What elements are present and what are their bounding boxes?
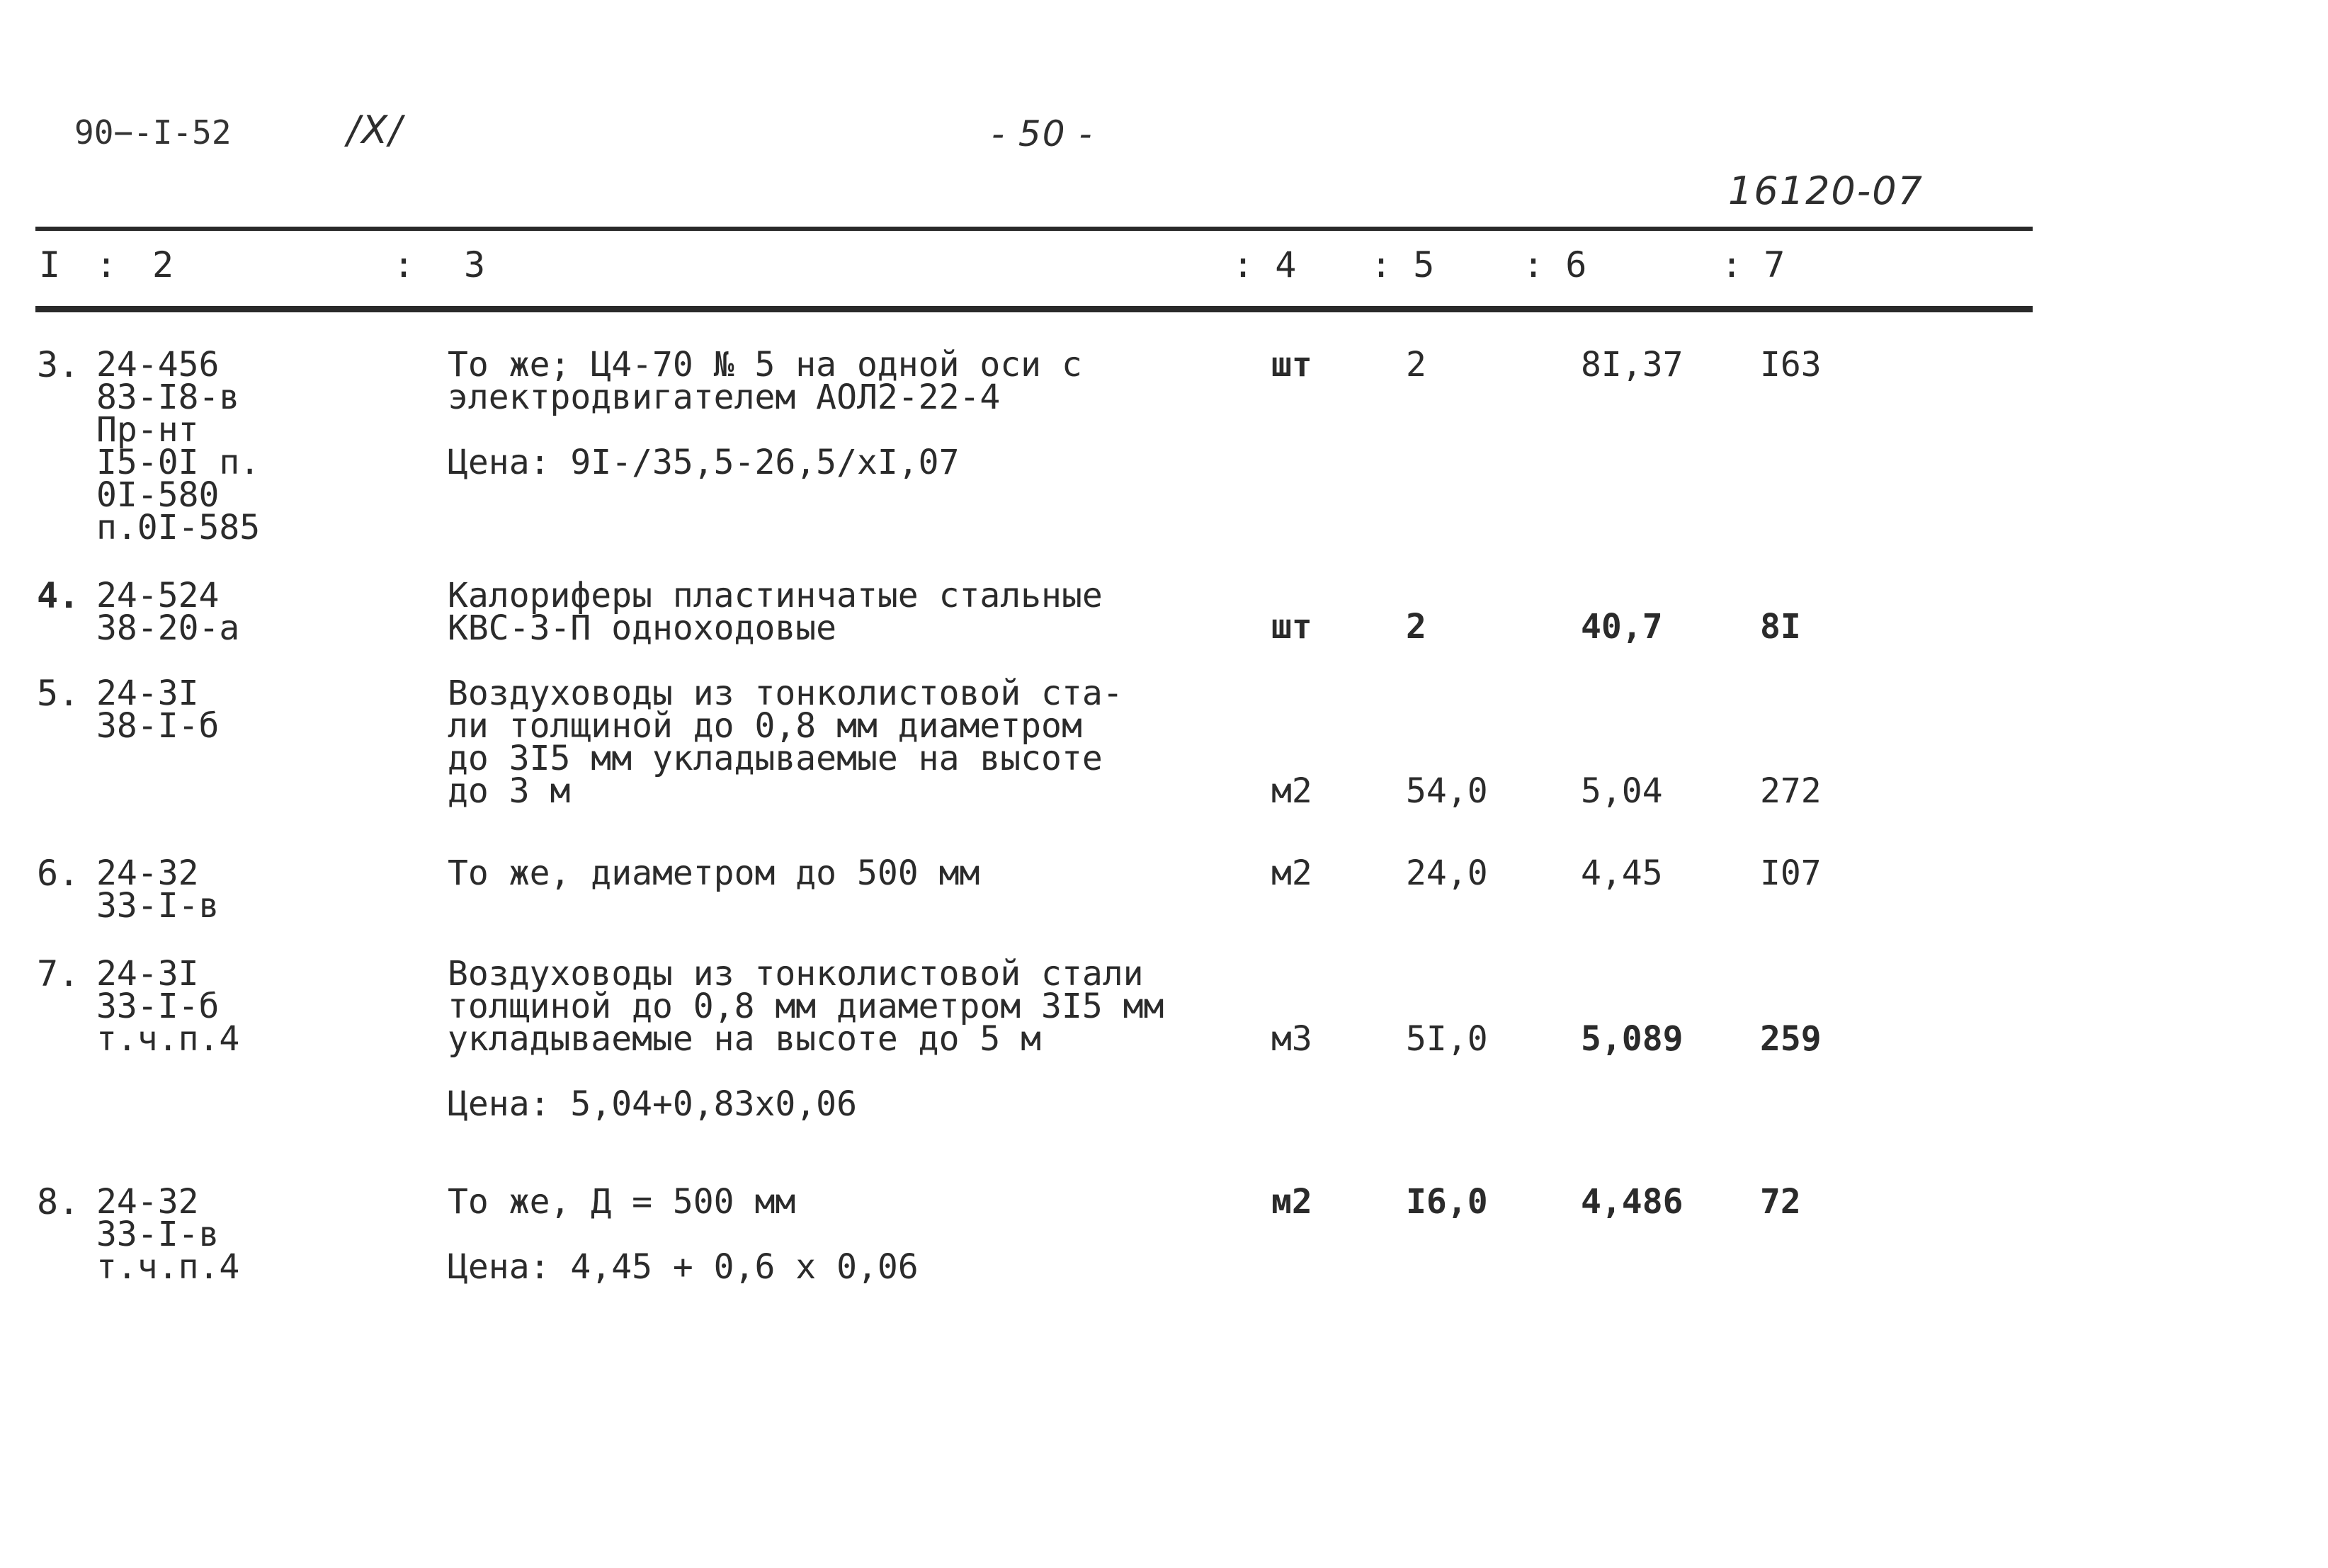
unit-price: 5,04	[1581, 771, 1663, 811]
description-line: ли толщиной до 0,8 мм диаметром	[448, 706, 1082, 746]
row-codes	[96, 853, 220, 926]
quantity: 24,0	[1406, 853, 1488, 893]
quantity: 54,0	[1406, 771, 1488, 811]
description-line: до 3 м	[448, 771, 571, 811]
unit: м2	[1271, 771, 1312, 811]
code-line: 24-524	[96, 576, 220, 615]
code-line: т.ч.п.4	[96, 1019, 240, 1059]
price-note: Цена: 9I-/35,5-26,5/хI,07	[448, 443, 960, 482]
description-line: Воздуховоды из тонколистовой ста-	[448, 674, 1123, 713]
row-number: 3.	[37, 344, 80, 385]
code-line: т.ч.п.4	[96, 1247, 240, 1287]
code-line: 38-I-б	[96, 706, 220, 746]
code-line: 24-3I	[96, 954, 199, 994]
row-number: 5.	[37, 673, 80, 714]
code-line: 24-32	[96, 1182, 199, 1222]
row-description	[448, 674, 1123, 811]
total: 72	[1760, 1182, 1801, 1222]
row-number: 6.	[37, 853, 80, 894]
row-number: 8.	[37, 1181, 80, 1222]
description-line: То же, Д = 500 мм	[448, 1182, 796, 1222]
code-line: 24-3I	[96, 674, 199, 713]
row-codes	[96, 576, 240, 648]
row-codes	[96, 954, 240, 1059]
column-header-5: : 5	[1370, 244, 1435, 285]
description-line: То же, диаметром до 500 мм	[448, 853, 980, 893]
column-header-3: 3	[464, 244, 486, 285]
row-description	[448, 576, 1103, 648]
row-codes	[96, 674, 220, 746]
code-line: 33-I-в	[96, 886, 220, 926]
unit: шт	[1271, 607, 1312, 647]
total: 259	[1760, 1019, 1822, 1059]
quantity: I6,0	[1406, 1182, 1488, 1222]
price-note: Цена: 4,45 + 0,6 х 0,06	[448, 1247, 919, 1287]
total: 272	[1760, 771, 1822, 811]
description-line: толщиной до 0,8 мм диаметром 3I5 мм	[448, 987, 1164, 1026]
archive-number: 16120-07	[1728, 169, 1924, 213]
code-line: п.0I-585	[96, 508, 261, 547]
description-line: укладываемые на высоте до 5 м	[448, 1019, 1042, 1059]
column-separator: :	[393, 244, 415, 285]
unit-price: 4,486	[1581, 1182, 1683, 1222]
code-line: 24-456	[96, 345, 220, 385]
column-separator: :	[96, 244, 118, 285]
quantity: 2	[1406, 345, 1426, 385]
column-header-7: : 7	[1721, 244, 1785, 285]
top-rule	[35, 227, 2033, 231]
column-header-6: : 6	[1523, 244, 1587, 285]
description-line: электродвигателем АОЛ2-22-4	[448, 377, 1001, 417]
code-line: Пр-нт	[96, 410, 199, 450]
unit: шт	[1271, 345, 1312, 385]
unit-price: 4,45	[1581, 853, 1663, 893]
header-rule	[35, 306, 2033, 312]
description-line: КВС-3-П одноходовые	[448, 608, 837, 648]
quantity: 5I,0	[1406, 1019, 1488, 1059]
row-codes	[96, 1182, 240, 1287]
code-line: 24-32	[96, 853, 199, 893]
unit: м2	[1271, 853, 1312, 893]
unit-price: 8I,37	[1581, 345, 1683, 385]
document-code: 90−-I-52	[74, 113, 232, 152]
section-mark: /X/	[347, 108, 404, 152]
code-line: 33-I-в	[96, 1215, 220, 1254]
unit-price: 40,7	[1581, 607, 1663, 647]
total: 8I	[1760, 607, 1801, 647]
unit-price: 5,089	[1581, 1019, 1683, 1059]
code-line: 83-I8-в	[96, 377, 240, 417]
description-line: до 3I5 мм укладываемые на высоте	[448, 739, 1103, 778]
row-description	[448, 1182, 796, 1222]
column-header-4: : 4	[1232, 244, 1297, 285]
row-description	[448, 853, 980, 893]
row-description	[448, 345, 1082, 417]
code-line: 0I-580	[96, 475, 220, 515]
description-line: Калориферы пластинчатые стальные	[448, 576, 1103, 615]
quantity: 2	[1406, 607, 1426, 647]
description-line: Воздуховоды из тонколистовой стали	[448, 954, 1144, 994]
total: I07	[1760, 853, 1822, 893]
column-header-2: 2	[152, 244, 174, 285]
unit: м3	[1271, 1019, 1312, 1059]
column-header-1: I	[39, 244, 61, 285]
row-codes	[96, 345, 261, 547]
description-line: То же; Ц4-70 № 5 на одной оси с	[448, 345, 1082, 385]
row-description	[448, 954, 1164, 1059]
code-line: 38-20-а	[96, 608, 240, 648]
row-number: 7.	[37, 953, 80, 994]
page-number: - 50 -	[992, 113, 1094, 154]
row-number: 4.	[37, 575, 80, 616]
price-note: Цена: 5,04+0,83х0,06	[448, 1084, 857, 1124]
code-line: 33-I-б	[96, 987, 220, 1026]
total: I63	[1760, 345, 1822, 385]
unit: м2	[1271, 1182, 1312, 1222]
code-line: I5-0I п.	[96, 443, 261, 482]
